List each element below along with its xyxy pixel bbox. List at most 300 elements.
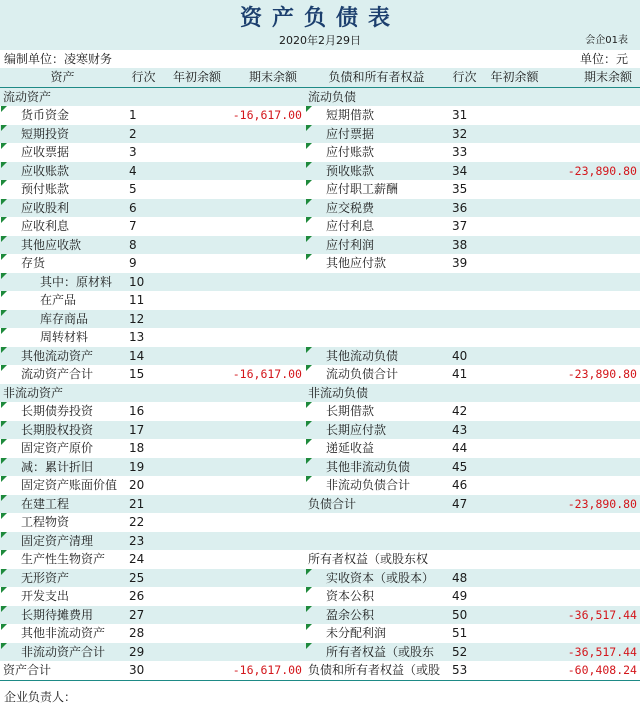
asset-end-balance-cell[interactable] [232,587,305,606]
liability-end-balance-cell[interactable] [548,569,640,588]
asset-end-balance-cell[interactable] [232,532,305,551]
asset-begin-balance-cell[interactable] [162,495,232,514]
liability-name-cell[interactable] [305,254,448,273]
asset-name: 其他非流动资产 [21,626,106,641]
liability-begin-balance-cell[interactable] [481,365,548,384]
asset-end-balance-cell[interactable]: -16,617.00 [232,661,305,680]
liability-name-cell[interactable] [305,310,448,329]
asset-name-cell[interactable] [0,236,125,255]
liability-end-balance-cell[interactable]: -60,408.24 [548,661,640,680]
liability-row-no-cell[interactable]: 50 [448,606,481,625]
asset-begin-balance-cell[interactable] [162,291,232,310]
asset-name-cell[interactable] [0,347,125,366]
asset-end-balance-cell[interactable] [232,476,305,495]
liability-begin-balance-cell[interactable] [481,495,548,514]
liability-name-cell[interactable] [305,125,448,144]
asset-end-balance-cell[interactable] [232,217,305,236]
asset-end-balance-cell[interactable] [232,643,305,662]
asset-row-no-cell[interactable]: 7 [125,217,162,236]
liability-begin-balance-cell[interactable] [481,236,548,255]
asset-end-balance-cell[interactable] [232,180,305,199]
liability-begin-balance-cell[interactable] [481,125,548,144]
asset-end-balance-cell[interactable] [232,143,305,162]
liability-name-cell[interactable] [305,550,448,569]
liability-row-no-cell[interactable] [448,291,481,310]
liability-begin-balance-cell[interactable] [481,328,548,347]
liability-begin-balance-cell[interactable] [481,624,548,643]
asset-row-no-cell[interactable]: 18 [125,439,162,458]
asset-name-cell[interactable] [0,106,125,125]
asset-row-no-cell[interactable]: 20 [125,476,162,495]
liability-name-cell[interactable] [305,143,448,162]
asset-end-balance-cell[interactable] [232,513,305,532]
liability-begin-balance-cell[interactable] [481,384,548,403]
asset-row-no-cell[interactable]: 6 [125,199,162,218]
liability-name-cell[interactable] [305,87,448,106]
asset-name-cell[interactable] [0,180,125,199]
liability-name: 预收账款 [326,163,375,178]
asset-name-cell[interactable] [0,532,125,551]
asset-begin-balance-cell[interactable] [162,421,232,440]
header-liabilities: 负债和所有者权益 [305,68,448,87]
asset-row-no-cell[interactable]: 4 [125,162,162,181]
asset-row-no-cell[interactable]: 30 [125,661,162,680]
liability-begin-balance-cell[interactable] [481,661,548,680]
liability-name-cell[interactable] [305,291,448,310]
asset-name-cell[interactable] [0,402,125,421]
liability-row-no-cell[interactable] [448,513,481,532]
asset-end-balance-cell[interactable] [232,402,305,421]
liability-begin-balance-cell[interactable] [481,217,548,236]
liability-row-no-cell[interactable]: 47 [448,495,481,514]
table-row [0,495,640,514]
liability-end-balance-cell[interactable] [548,180,640,199]
asset-name-cell[interactable] [0,439,125,458]
asset-begin-balance-cell[interactable] [162,347,232,366]
liability-end-balance-cell[interactable] [548,217,640,236]
asset-row-no-cell[interactable]: 8 [125,236,162,255]
liability-end-balance-cell[interactable] [548,106,640,125]
liability-end-balance-cell[interactable] [548,310,640,329]
liability-name-cell[interactable] [305,661,448,680]
asset-row-no-cell[interactable]: 21 [125,495,162,514]
liability-row-no-cell[interactable]: 51 [448,624,481,643]
asset-name: 非流动资产合计 [21,644,106,659]
liability-row-no-cell[interactable]: 37 [448,217,481,236]
asset-row-no-cell[interactable]: 24 [125,550,162,569]
liability-begin-balance-cell[interactable] [481,587,548,606]
liability-name: 资本公积 [326,589,375,604]
asset-end-balance-cell[interactable] [232,569,305,588]
asset-row-no-cell[interactable]: 10 [125,273,162,292]
asset-end-balance-cell[interactable] [232,162,305,181]
liability-end-balance-cell[interactable] [548,273,640,292]
asset-row-no-cell[interactable] [125,87,162,106]
asset-row-no-cell[interactable]: 28 [125,624,162,643]
liability-row-no-cell[interactable]: 41 [448,365,481,384]
liability-name-cell[interactable] [305,199,448,218]
liability-name-cell[interactable] [305,328,448,347]
asset-begin-balance-cell[interactable] [162,661,232,680]
liability-row-no-cell[interactable]: 48 [448,569,481,588]
liability-name-cell[interactable] [305,162,448,181]
liability-end-balance-cell[interactable] [548,587,640,606]
liability-begin-balance-cell[interactable] [481,569,548,588]
table-row [0,162,640,181]
liability-row-no-cell[interactable]: 36 [448,199,481,218]
asset-row-no-cell[interactable]: 19 [125,458,162,477]
liability-row-no-cell[interactable]: 32 [448,125,481,144]
asset-end-balance-cell[interactable] [232,87,305,106]
liability-name-cell[interactable] [305,458,448,477]
asset-begin-balance-cell[interactable] [162,199,232,218]
liability-end-balance-cell[interactable] [548,254,640,273]
liability-name-cell[interactable] [305,384,448,403]
asset-end-balance-cell[interactable] [232,550,305,569]
asset-end-balance-cell[interactable] [232,328,305,347]
table-row [0,513,640,532]
asset-row-no-cell[interactable]: 16 [125,402,162,421]
asset-end-balance-cell[interactable]: -16,617.00 [232,106,305,125]
asset-row-no-cell[interactable]: 9 [125,254,162,273]
header-begin-balance: 年初余额 [162,68,232,87]
asset-row-no-cell[interactable]: 25 [125,569,162,588]
asset-name: 开发支出 [21,589,70,604]
asset-begin-balance-cell[interactable] [162,476,232,495]
liability-name-cell[interactable] [305,180,448,199]
liability-end-balance-cell[interactable] [548,550,640,569]
asset-name-cell[interactable] [0,162,125,181]
liability-name-cell[interactable] [305,624,448,643]
asset-name: 应收利息 [21,219,70,234]
asset-begin-balance-cell[interactable] [162,402,232,421]
asset-name-cell[interactable] [0,125,125,144]
asset-end-balance-cell[interactable] [232,458,305,477]
liability-row-no-cell[interactable]: 45 [448,458,481,477]
asset-name-cell[interactable] [0,476,125,495]
asset-row-no-cell[interactable]: 11 [125,291,162,310]
asset-row-no-cell[interactable]: 12 [125,310,162,329]
asset-name: 存货 [21,256,46,271]
liability-end-balance-cell[interactable] [548,624,640,643]
asset-name-cell[interactable] [0,643,125,662]
asset-name: 长期债券投资 [21,404,94,419]
liability-name-cell[interactable] [305,513,448,532]
liability-begin-balance-cell[interactable] [481,273,548,292]
asset-begin-balance-cell[interactable] [162,384,232,403]
liability-name-cell[interactable] [305,236,448,255]
asset-row-no-cell[interactable]: 13 [125,328,162,347]
asset-end-balance-cell[interactable] [232,421,305,440]
liability-name: 应付利润 [326,237,375,252]
asset-row-no-cell[interactable]: 17 [125,421,162,440]
asset-name-cell[interactable] [0,328,125,347]
liability-row-no-cell[interactable]: 39 [448,254,481,273]
table-row [0,384,640,403]
liability-row-no-cell[interactable]: 31 [448,106,481,125]
liability-row-no-cell[interactable] [448,384,481,403]
asset-name: 减：累计折旧 [21,459,94,474]
table-row [0,273,640,292]
asset-name-cell[interactable] [0,273,125,292]
asset-name-cell[interactable] [0,87,125,106]
table-row [0,550,640,569]
asset-begin-balance-cell[interactable] [162,606,232,625]
asset-name-cell[interactable] [0,310,125,329]
asset-end-balance-cell[interactable] [232,347,305,366]
liability-end-balance-cell[interactable]: -23,890.80 [548,365,640,384]
liability-end-balance-cell[interactable] [548,125,640,144]
liability-begin-balance-cell[interactable] [481,550,548,569]
liability-row-no-cell[interactable] [448,87,481,106]
liability-end-balance-cell[interactable] [548,421,640,440]
liability-end-balance-cell[interactable] [548,328,640,347]
liability-begin-balance-cell[interactable] [481,162,548,181]
liability-end-balance-cell[interactable]: -36,517.44 [548,606,640,625]
liability-end-balance-cell[interactable] [548,402,640,421]
asset-name-cell[interactable] [0,550,125,569]
table-row [0,421,640,440]
asset-end-balance-cell[interactable] [232,384,305,403]
asset-begin-balance-cell[interactable] [162,532,232,551]
footer-responsible: 企业负责人： [4,690,77,704]
liability-row-no-cell[interactable]: 49 [448,587,481,606]
liability-begin-balance-cell[interactable] [481,643,548,662]
asset-name-cell[interactable] [0,143,125,162]
liability-row-no-cell[interactable]: 42 [448,402,481,421]
asset-name-cell[interactable] [0,365,125,384]
asset-name: 无形资产 [21,570,70,585]
asset-begin-balance-cell[interactable] [162,439,232,458]
liability-end-balance-cell[interactable] [548,87,640,106]
asset-name-cell[interactable] [0,624,125,643]
asset-begin-balance-cell[interactable] [162,217,232,236]
liability-begin-balance-cell[interactable] [481,606,548,625]
asset-end-balance-cell[interactable] [232,199,305,218]
liability-begin-balance-cell[interactable] [481,106,548,125]
liability-end-balance-cell[interactable] [548,476,640,495]
liability-name-cell[interactable] [305,569,448,588]
liability-end-balance-cell[interactable]: -36,517.44 [548,643,640,662]
asset-end-balance-cell[interactable] [232,236,305,255]
asset-name-cell[interactable] [0,199,125,218]
table-row [0,236,640,255]
asset-name-cell[interactable] [0,421,125,440]
asset-row-no-cell[interactable]: 23 [125,532,162,551]
liability-begin-balance-cell[interactable] [481,532,548,551]
table-row [0,328,640,347]
liability-end-balance-cell[interactable] [548,347,640,366]
asset-begin-balance-cell[interactable] [162,458,232,477]
asset-name-cell[interactable] [0,495,125,514]
liability-name-cell[interactable] [305,643,448,662]
liability-row-no-cell[interactable]: 40 [448,347,481,366]
asset-begin-balance-cell[interactable] [162,236,232,255]
asset-row-no-cell[interactable]: 26 [125,587,162,606]
liability-begin-balance-cell[interactable] [481,180,548,199]
liability-name-cell[interactable] [305,476,448,495]
liability-name: 非流动负债合计 [326,478,411,493]
table-row [0,439,640,458]
liability-begin-balance-cell[interactable] [481,143,548,162]
asset-begin-balance-cell[interactable] [162,365,232,384]
liability-begin-balance-cell[interactable] [481,87,548,106]
asset-begin-balance-cell[interactable] [162,143,232,162]
liability-end-balance-cell[interactable]: -23,890.80 [548,162,640,181]
liability-end-balance-cell[interactable] [548,532,640,551]
liability-begin-balance-cell[interactable] [481,310,548,329]
header-row [0,68,640,87]
table-row [0,365,640,384]
asset-name-cell[interactable] [0,513,125,532]
liability-row-no-cell[interactable] [448,273,481,292]
liability-row-no-cell[interactable]: 33 [448,143,481,162]
asset-name: 应收票据 [21,145,70,160]
asset-end-balance-cell[interactable] [232,273,305,292]
asset-name-cell[interactable] [0,217,125,236]
asset-begin-balance-cell[interactable] [162,550,232,569]
asset-name: 工程物资 [21,515,70,530]
asset-name-cell[interactable] [0,254,125,273]
asset-begin-balance-cell[interactable] [162,310,232,329]
asset-begin-balance-cell[interactable] [162,643,232,662]
date-row [0,32,640,50]
asset-row-no-cell[interactable] [125,384,162,403]
liability-name: 所有者权益（或股东 [326,644,435,659]
liability-end-balance-cell[interactable] [548,439,640,458]
liability-name: 应付账款 [326,145,375,160]
asset-begin-balance-cell[interactable] [162,180,232,199]
asset-end-balance-cell[interactable] [232,254,305,273]
liability-row-no-cell[interactable]: 46 [448,476,481,495]
liability-end-balance-cell[interactable] [548,199,640,218]
asset-name: 周转材料 [40,330,89,345]
liability-end-balance-cell[interactable] [548,384,640,403]
asset-row-no-cell[interactable]: 1 [125,106,162,125]
liability-row-no-cell[interactable]: 35 [448,180,481,199]
asset-begin-balance-cell[interactable] [162,87,232,106]
asset-row-no-cell[interactable]: 3 [125,143,162,162]
asset-begin-balance-cell[interactable] [162,569,232,588]
liability-name-cell[interactable] [305,365,448,384]
liability-begin-balance-cell[interactable] [481,439,548,458]
asset-end-balance-cell[interactable] [232,624,305,643]
asset-end-balance-cell[interactable] [232,606,305,625]
liability-name-cell[interactable] [305,421,448,440]
liability-row-no-cell[interactable]: 52 [448,643,481,662]
asset-row-no-cell[interactable]: 27 [125,606,162,625]
liability-name-cell[interactable] [305,587,448,606]
asset-end-balance-cell[interactable] [232,439,305,458]
liability-begin-balance-cell[interactable] [481,476,548,495]
liability-end-balance-cell[interactable] [548,458,640,477]
asset-begin-balance-cell[interactable] [162,254,232,273]
asset-name-cell[interactable] [0,291,125,310]
asset-name-cell[interactable] [0,458,125,477]
liability-name-cell[interactable] [305,495,448,514]
liability-begin-balance-cell[interactable] [481,254,548,273]
liability-row-no-cell[interactable] [448,532,481,551]
asset-row-no-cell[interactable]: 2 [125,125,162,144]
liability-name: 长期应付款 [326,422,387,437]
unit-label: 单位：元 [579,52,628,66]
asset-end-balance-cell[interactable]: -16,617.00 [232,365,305,384]
asset-begin-balance-cell[interactable] [162,587,232,606]
asset-begin-balance-cell[interactable] [162,125,232,144]
liability-name-cell[interactable] [305,606,448,625]
liability-row-no-cell[interactable] [448,550,481,569]
liability-row-no-cell[interactable]: 53 [448,661,481,680]
asset-row-no-cell[interactable]: 22 [125,513,162,532]
liability-row-no-cell[interactable] [448,310,481,329]
asset-begin-balance-cell[interactable] [162,273,232,292]
liability-name: 应付利息 [326,219,375,234]
liability-name-cell[interactable] [305,532,448,551]
asset-row-no-cell[interactable]: 15 [125,365,162,384]
asset-name-cell[interactable] [0,661,125,680]
asset-name-cell[interactable] [0,587,125,606]
asset-end-balance-cell[interactable] [232,291,305,310]
liability-begin-balance-cell[interactable] [481,291,548,310]
liability-begin-balance-cell[interactable] [481,402,548,421]
asset-row-no-cell[interactable]: 14 [125,347,162,366]
liability-name-cell[interactable] [305,273,448,292]
liability-begin-balance-cell[interactable] [481,513,548,532]
liability-begin-balance-cell[interactable] [481,347,548,366]
asset-name-cell[interactable] [0,569,125,588]
liability-name-cell[interactable] [305,439,448,458]
liability-name-cell[interactable] [305,106,448,125]
asset-begin-balance-cell[interactable] [162,162,232,181]
liability-end-balance-cell[interactable] [548,291,640,310]
liability-name: 所有者权益（或股东权 [308,552,429,567]
unit-row [0,50,640,68]
liability-begin-balance-cell[interactable] [481,199,548,218]
liability-row-no-cell[interactable]: 34 [448,162,481,181]
asset-begin-balance-cell[interactable] [162,106,232,125]
liability-name: 非流动负债 [308,385,369,400]
table-row [0,569,640,588]
liability-begin-balance-cell[interactable] [481,421,548,440]
sheet-title: 资产负债表 [0,0,640,32]
liability-begin-balance-cell[interactable] [481,458,548,477]
liability-end-balance-cell[interactable] [548,143,640,162]
liability-row-no-cell[interactable] [448,328,481,347]
asset-name-cell[interactable] [0,606,125,625]
asset-name-cell[interactable] [0,384,125,403]
liability-name-cell[interactable] [305,402,448,421]
liability-name-cell[interactable] [305,347,448,366]
header-begin-balance-2: 年初余额 [481,68,548,87]
asset-begin-balance-cell[interactable] [162,624,232,643]
asset-end-balance-cell[interactable] [232,495,305,514]
asset-begin-balance-cell[interactable] [162,513,232,532]
liability-row-no-cell[interactable]: 38 [448,236,481,255]
liability-end-balance-cell[interactable] [548,236,640,255]
table-row [0,587,640,606]
asset-end-balance-cell[interactable] [232,125,305,144]
liability-name-cell[interactable] [305,217,448,236]
liability-row-no-cell[interactable]: 44 [448,439,481,458]
asset-begin-balance-cell[interactable] [162,328,232,347]
asset-row-no-cell[interactable]: 5 [125,180,162,199]
liability-row-no-cell[interactable]: 43 [448,421,481,440]
table-row [0,87,640,106]
asset-end-balance-cell[interactable] [232,310,305,329]
liability-end-balance-cell[interactable] [548,513,640,532]
liability-end-balance-cell[interactable]: -23,890.80 [548,495,640,514]
asset-row-no-cell[interactable]: 29 [125,643,162,662]
